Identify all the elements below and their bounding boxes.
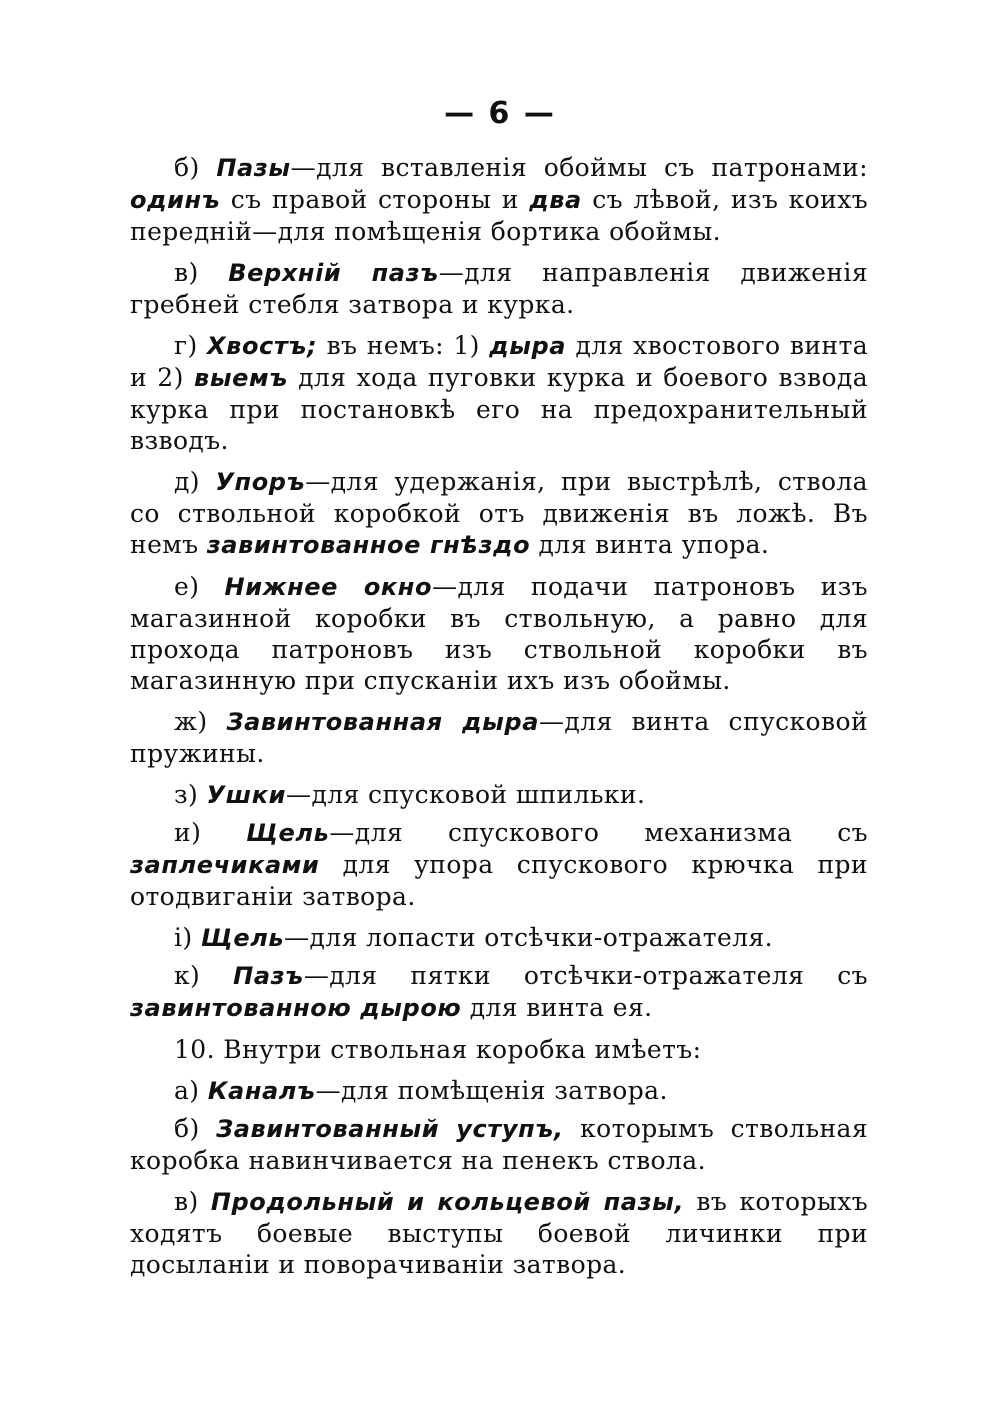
paragraph-i-dot-slot	[130, 922, 868, 954]
text-run: —для удержанія, при выстрѣлѣ, ствола со ствольной коробкой отъ движенія въ ложѣ. Въ немъ	[130, 467, 868, 559]
text-run: г)	[174, 331, 208, 360]
term: Щель	[246, 819, 330, 847]
body-text	[130, 152, 868, 1290]
text-run: б)	[174, 153, 217, 182]
term: дыра	[489, 332, 567, 360]
text-run: а)	[174, 1076, 208, 1105]
text-run: и)	[174, 818, 247, 847]
term: два	[529, 186, 582, 214]
term: Продольный и кольцевой пазы,	[210, 1188, 685, 1216]
text-run: —для лопасти отсѣчки-отражателя.	[284, 923, 774, 952]
text-run: —для спускового механизма съ	[329, 818, 868, 847]
paragraph-d-stop	[130, 466, 868, 561]
text-run: для винта упора.	[530, 530, 770, 559]
text-run: 10. Внутри ствольная коробка имѣетъ:	[174, 1035, 702, 1064]
text-run: —для подачи патроновъ изъ магазинной коробки въ ствольную, а равно для прохода патроновъ изъ ствольной коробки въ магазинную при спусканіи ихъ изъ обоймы.	[130, 572, 868, 695]
term: Пазы	[216, 154, 291, 182]
text-run: і)	[174, 923, 201, 952]
paragraph-k-groove	[130, 960, 868, 1024]
term: Щель	[200, 924, 285, 952]
text-run: к)	[174, 961, 234, 990]
text-run: —для помѣщенія затвора.	[315, 1076, 668, 1105]
term: Пазъ	[233, 962, 304, 990]
text-run: для упора спускового крючка при отодвиганіи затвора.	[130, 850, 868, 911]
text-run: —для винта спусковой пружины.	[130, 707, 869, 768]
text-run: ж)	[174, 707, 227, 736]
paragraph-v-upper-groove	[130, 257, 868, 320]
text-run: которымъ ствольная коробка навинчивается на пенекъ ствола.	[130, 1114, 868, 1175]
paragraph-zh-threaded-hole	[130, 706, 868, 769]
text-run: съ лѣвой, изъ коихъ передній—для помѣщенія бортика обоймы.	[130, 185, 869, 246]
term: заплечиками	[130, 851, 320, 879]
text-run: б)	[174, 1114, 217, 1143]
term: завинтованною дырою	[130, 994, 462, 1022]
text-run: въ немъ: 1)	[317, 331, 490, 360]
text-run: съ правой стороны и	[220, 185, 530, 214]
paragraph-b-slots	[130, 152, 868, 247]
paragraph-v-grooves	[130, 1186, 868, 1280]
paragraph-b-threaded-shoulder	[130, 1113, 868, 1176]
text-run: для винта ея.	[461, 993, 653, 1022]
term: Завинтованный уступъ,	[216, 1115, 564, 1143]
text-run: въ которыхъ ходятъ боевые выступы боевой личинки при досыланіи и поворачиваніи затвора.	[130, 1187, 869, 1279]
text-run: з)	[174, 780, 207, 809]
paragraph-g-tail	[130, 330, 868, 456]
term: Верхній пазъ	[228, 259, 439, 287]
term: выемъ	[194, 364, 288, 392]
term: одинъ	[130, 186, 221, 214]
text-run: —для вставленія обоймы съ патронами:	[290, 153, 869, 182]
term: Ушки	[206, 781, 287, 809]
page-number: — 6 —	[444, 96, 556, 131]
text-run: д)	[174, 467, 216, 496]
text-run: —для пятки отсѣчки-отражателя съ	[303, 961, 868, 990]
text-run: для хода пуговки курка и боевого взвода курка при постановкѣ его на предохранительный взводъ.	[130, 363, 869, 455]
term: завинтованное гнѣздо	[206, 531, 531, 559]
term: Нижнее окно	[224, 573, 433, 601]
text-run: в)	[174, 258, 229, 287]
text-run: —для направленія движенія гребней стебля затвора и курка.	[130, 258, 868, 319]
paragraph-a-channel	[130, 1075, 868, 1107]
term: Завинтованная дыра	[226, 708, 539, 736]
text-run: для хвостового винта и 2)	[130, 331, 869, 392]
text-run: —для спусковой шпильки.	[286, 780, 646, 809]
paragraph-i-slot	[130, 817, 868, 912]
term: Хвостъ;	[207, 332, 318, 360]
text-run: е)	[174, 572, 225, 601]
term: Каналъ	[207, 1077, 316, 1105]
paragraph-10-inside	[130, 1034, 868, 1065]
paragraph-z-lugs	[130, 779, 868, 811]
term: Упоръ	[215, 468, 306, 496]
paragraph-e-lower-window	[130, 571, 868, 696]
text-run: в)	[174, 1187, 211, 1216]
